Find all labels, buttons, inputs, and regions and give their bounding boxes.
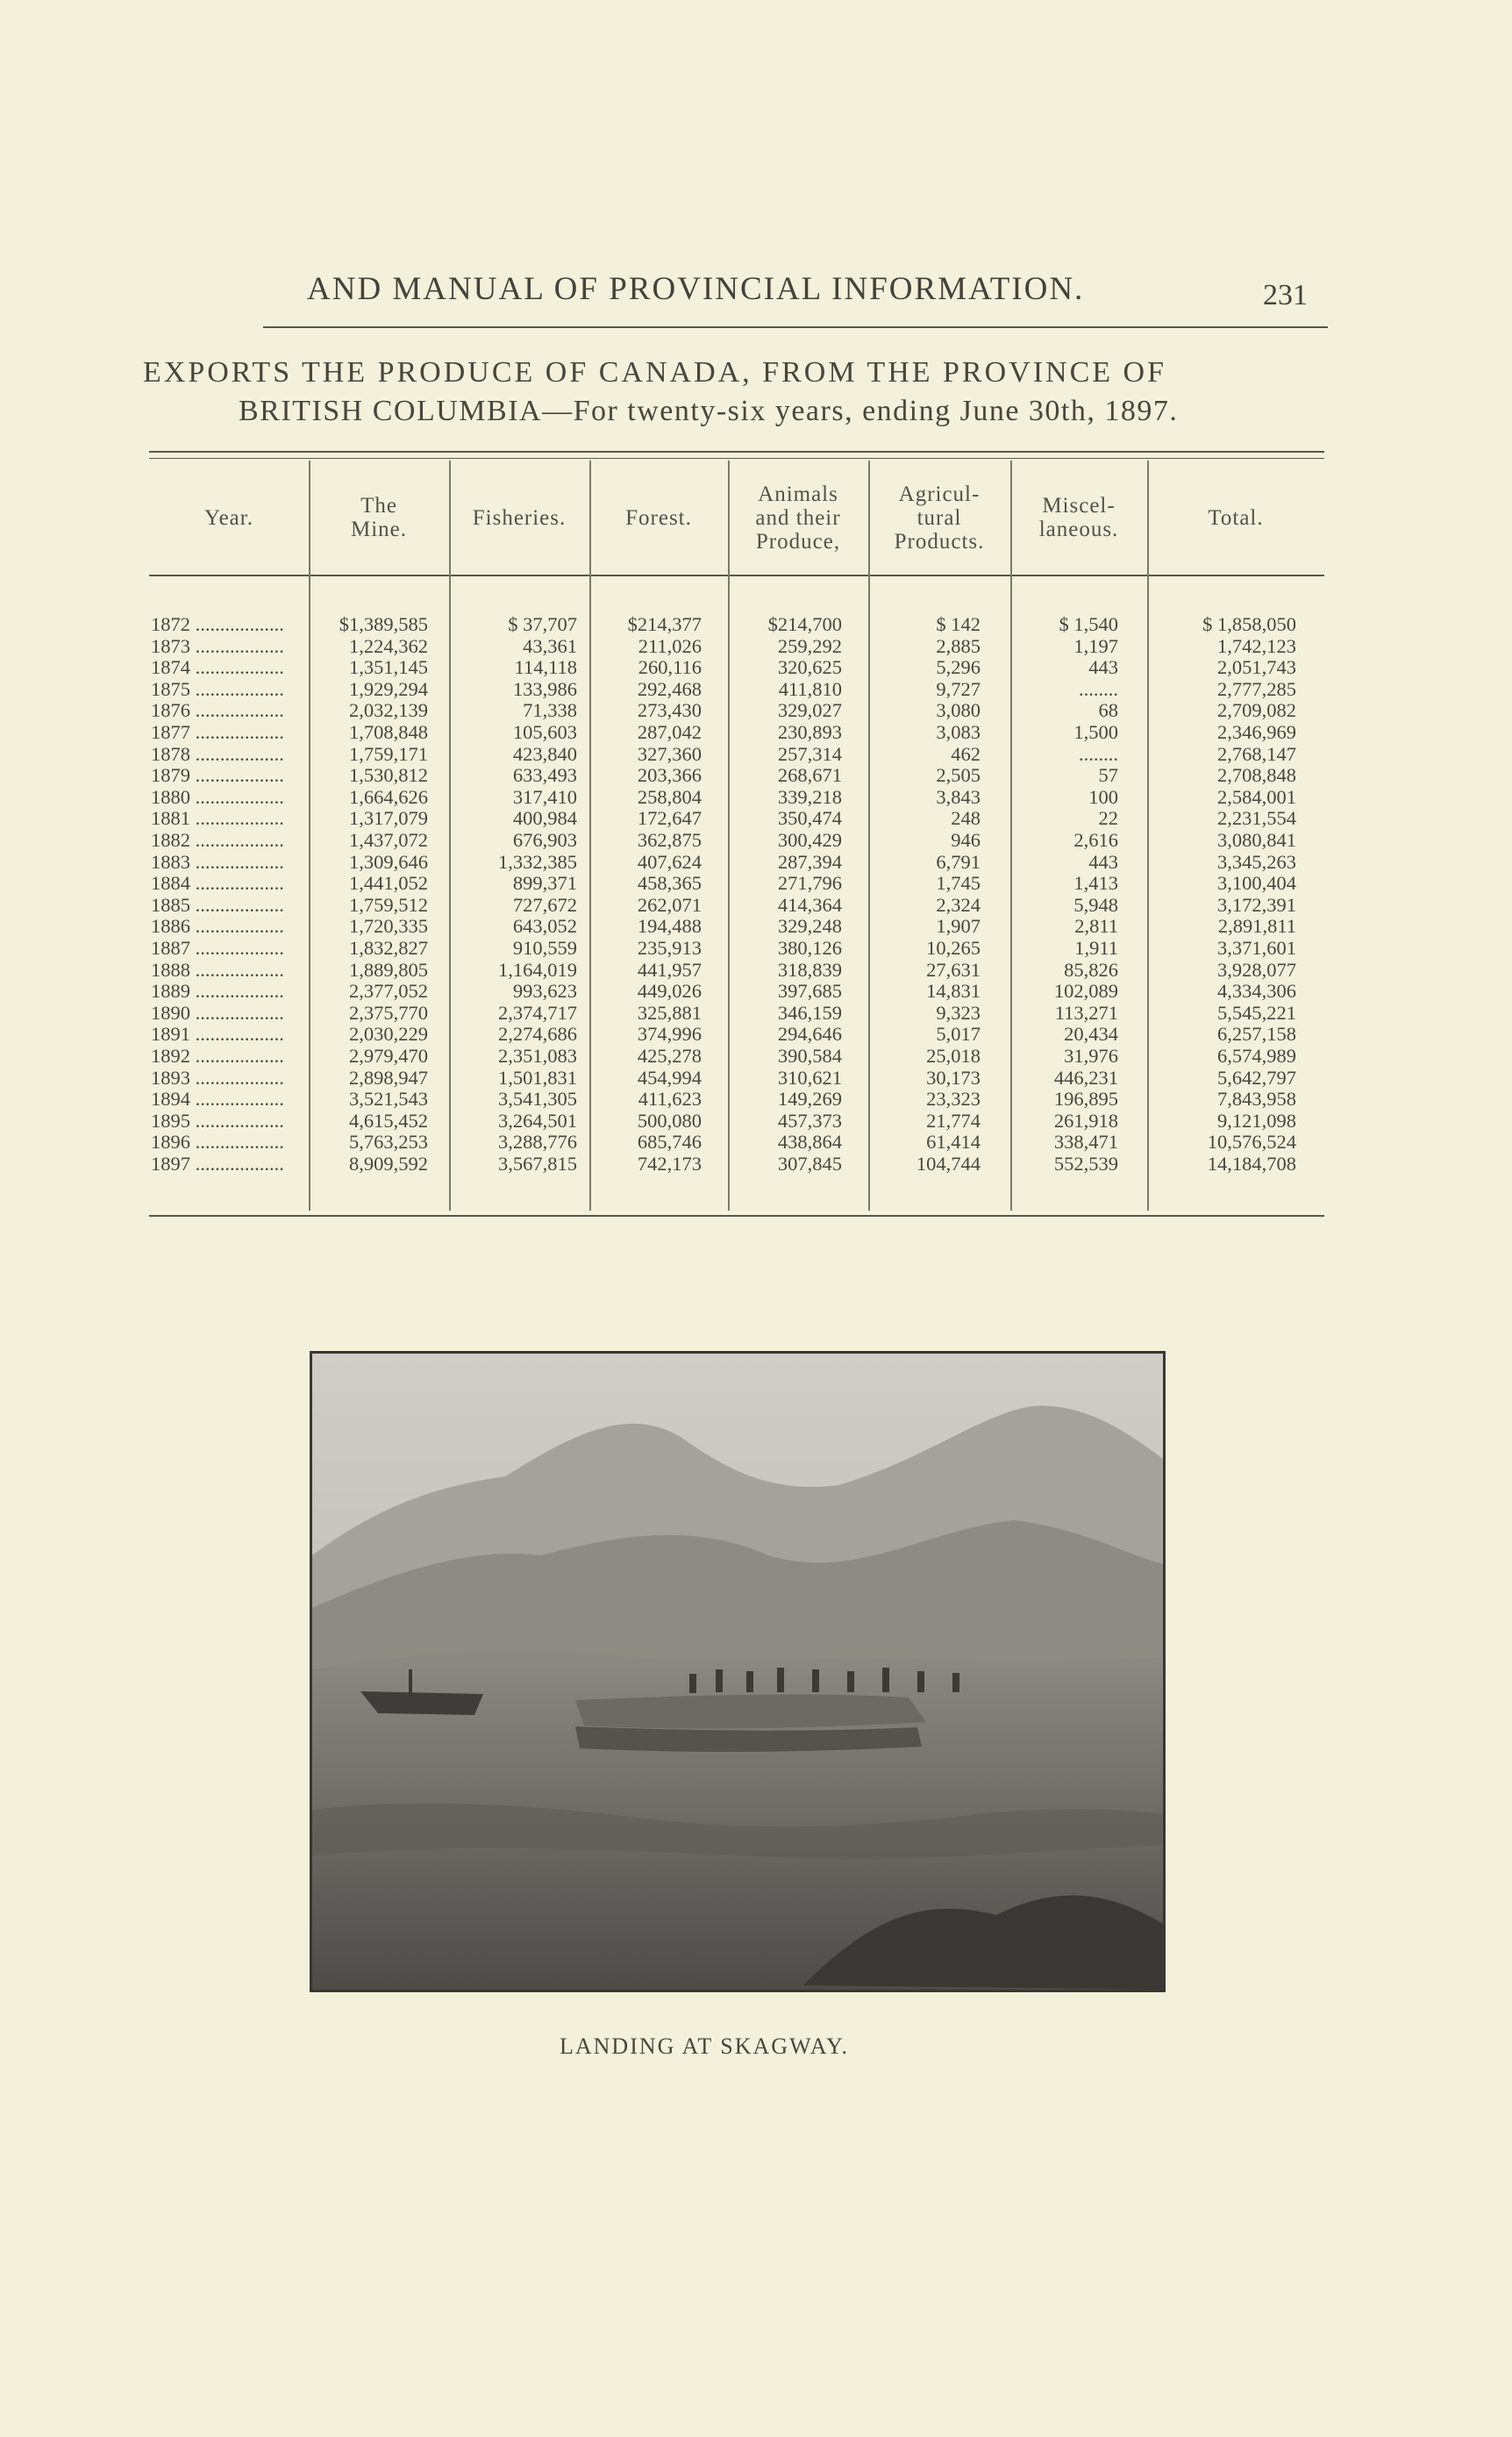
- value-cell: 8,909,592: [349, 1153, 428, 1175]
- value-cell: 2,811: [1074, 915, 1118, 938]
- column-header: Miscel- laneous.: [1038, 494, 1119, 541]
- value-cell: 1,745: [936, 872, 981, 895]
- value-cell: 1,501,831: [498, 1066, 577, 1089]
- value-cell: 10,576,524: [1207, 1131, 1296, 1154]
- value-cell: 1,907: [936, 915, 981, 938]
- value-cell: 4,334,306: [1217, 980, 1296, 1003]
- value-cell: 20,434: [1064, 1023, 1118, 1046]
- table-bottom-rule: [149, 1215, 1324, 1217]
- value-cell: 374,996: [637, 1023, 702, 1046]
- value-cell: 454,994: [637, 1066, 702, 1089]
- value-cell: 449,026: [637, 980, 702, 1003]
- value-cell: 2,584,001: [1217, 785, 1296, 808]
- value-cell: 133,986: [512, 677, 577, 700]
- value-cell: 5,545,221: [1217, 1001, 1296, 1024]
- value-cell: 2,032,139: [349, 699, 428, 722]
- value-cell: 3,345,263: [1217, 850, 1296, 873]
- value-cell: 196,895: [1053, 1088, 1118, 1111]
- year-cell: 1880 ..................: [151, 786, 284, 808]
- value-cell: 2,324: [936, 893, 981, 916]
- value-cell: 1,832,827: [349, 937, 428, 959]
- value-cell: ........: [1079, 742, 1118, 765]
- value-cell: 1,742,123: [1217, 634, 1296, 657]
- column-header: Fisheries.: [472, 505, 567, 530]
- value-cell: 2,231,554: [1217, 807, 1296, 830]
- value-cell: 100: [1088, 785, 1118, 808]
- value-cell: 6,574,989: [1217, 1045, 1296, 1067]
- value-cell: 262,071: [637, 893, 702, 916]
- value-cell: 10,265: [926, 937, 981, 959]
- year-cell: 1889 ..................: [151, 981, 284, 1003]
- value-cell: 462: [951, 742, 981, 765]
- value-cell: 230,893: [777, 721, 842, 743]
- year-cell: 1896 ..................: [151, 1132, 284, 1154]
- value-cell: 1,530,812: [349, 764, 428, 787]
- value-cell: 203,366: [637, 764, 702, 787]
- value-cell: 339,218: [777, 785, 842, 808]
- value-cell: ........: [1079, 677, 1118, 700]
- value-cell: 414,364: [777, 893, 842, 916]
- year-cell: 1872 ..................: [151, 614, 284, 635]
- value-cell: 3,172,391: [1217, 893, 1296, 916]
- value-cell: 411,810: [778, 677, 842, 700]
- value-cell: 31,976: [1064, 1045, 1118, 1067]
- value-cell: 27,631: [926, 958, 981, 981]
- value-cell: 346,159: [777, 1001, 842, 1024]
- table-title-line-1: EXPORTS THE PRODUCE OF CANADA, FROM THE PROVINCE OF: [143, 356, 1167, 389]
- value-cell: 2,898,947: [349, 1066, 428, 1089]
- value-cell: 327,360: [637, 742, 702, 765]
- year-cell: 1894 ..................: [151, 1089, 284, 1111]
- value-cell: 443: [1088, 850, 1118, 873]
- value-cell: 411,623: [638, 1088, 702, 1111]
- year-cell: 1877 ..................: [151, 722, 284, 743]
- value-cell: 362,875: [637, 829, 702, 851]
- value-cell: 441,957: [637, 958, 702, 981]
- value-cell: 3,928,077: [1217, 958, 1296, 981]
- value-cell: 310,621: [777, 1066, 842, 1089]
- value-cell: 300,429: [777, 829, 842, 851]
- landing-photo: [310, 1351, 1166, 1992]
- value-cell: 1,351,145: [349, 656, 428, 679]
- year-cell: 1875 ..................: [151, 678, 284, 700]
- value-cell: 1,309,646: [349, 850, 428, 873]
- value-cell: 5,296: [936, 656, 981, 679]
- value-cell: 1,911: [1074, 937, 1118, 959]
- value-cell: 3,567,815: [498, 1153, 577, 1175]
- value-cell: 114,118: [514, 656, 577, 679]
- value-cell: 317,410: [512, 785, 577, 808]
- value-cell: 257,314: [777, 742, 842, 765]
- value-cell: 2,374,717: [498, 1001, 577, 1024]
- year-cell: 1883 ..................: [151, 851, 284, 873]
- value-cell: 172,647: [637, 807, 702, 830]
- year-cell: 1892 ..................: [151, 1046, 284, 1067]
- value-cell: 1,224,362: [349, 634, 428, 657]
- table-top-rule-thin: [149, 458, 1324, 459]
- value-cell: 43,361: [523, 634, 577, 657]
- value-cell: 1,889,805: [349, 958, 428, 981]
- value-cell: 643,052: [512, 915, 577, 938]
- value-cell: $214,700: [767, 613, 842, 635]
- year-cell: 1887 ..................: [151, 938, 284, 959]
- value-cell: 2,768,147: [1217, 742, 1296, 765]
- value-cell: 273,430: [637, 699, 702, 722]
- value-cell: 2,708,848: [1217, 764, 1296, 787]
- value-cell: 946: [951, 829, 981, 851]
- value-cell: 1,720,335: [349, 915, 428, 938]
- year-cell: 1886 ..................: [151, 916, 284, 938]
- value-cell: 3,521,543: [349, 1088, 428, 1111]
- value-cell: 1,759,512: [349, 893, 428, 916]
- value-cell: 211,026: [638, 634, 702, 657]
- year-cell: 1888 ..................: [151, 959, 284, 981]
- value-cell: 1,664,626: [349, 785, 428, 808]
- value-cell: 685,746: [637, 1131, 702, 1154]
- value-cell: 1,332,385: [498, 850, 577, 873]
- value-cell: 14,184,708: [1207, 1153, 1296, 1175]
- value-cell: 1,413: [1073, 872, 1118, 895]
- year-cell: 1882 ..................: [151, 830, 284, 851]
- value-cell: $ 142: [936, 613, 981, 635]
- value-cell: $ 37,707: [508, 613, 577, 635]
- value-cell: 2,346,969: [1217, 721, 1296, 743]
- column-divider: [1147, 461, 1149, 1211]
- year-cell: 1890 ..................: [151, 1002, 284, 1024]
- year-cell: 1878 ..................: [151, 743, 284, 765]
- value-cell: 1,197: [1073, 634, 1118, 657]
- value-cell: 235,913: [637, 937, 702, 959]
- value-cell: 149,269: [777, 1088, 842, 1111]
- page-number: 231: [1263, 279, 1308, 311]
- year-cell: 1879 ..................: [151, 765, 284, 787]
- value-cell: 2,351,083: [498, 1045, 577, 1067]
- value-cell: 2,777,285: [1217, 677, 1296, 700]
- value-cell: 3,080,841: [1217, 829, 1296, 851]
- value-cell: 552,539: [1053, 1153, 1118, 1175]
- value-cell: 1,759,171: [349, 742, 428, 765]
- value-cell: 307,845: [777, 1153, 842, 1175]
- value-cell: 5,948: [1073, 893, 1118, 916]
- value-cell: 3,288,776: [498, 1131, 577, 1154]
- value-cell: 21,774: [926, 1109, 981, 1132]
- value-cell: 993,623: [512, 980, 577, 1003]
- value-cell: 443: [1088, 656, 1118, 679]
- value-cell: 5,017: [936, 1023, 981, 1046]
- value-cell: 338,471: [1053, 1131, 1118, 1154]
- value-cell: 5,763,253: [349, 1131, 428, 1154]
- value-cell: 910,559: [512, 937, 577, 959]
- year-cell: 1884 ..................: [151, 873, 284, 895]
- value-cell: 350,474: [777, 807, 842, 830]
- value-cell: 2,030,229: [349, 1023, 428, 1046]
- value-cell: 113,271: [1054, 1001, 1118, 1024]
- value-cell: 7,843,958: [1217, 1088, 1296, 1111]
- value-cell: 194,488: [637, 915, 702, 938]
- year-cell: 1885 ..................: [151, 894, 284, 916]
- value-cell: 325,881: [637, 1001, 702, 1024]
- value-cell: 423,840: [512, 742, 577, 765]
- value-cell: 3,264,501: [498, 1109, 577, 1132]
- value-cell: 9,121,098: [1217, 1109, 1296, 1132]
- value-cell: 2,274,686: [498, 1023, 577, 1046]
- table-top-rule: [149, 451, 1324, 453]
- value-cell: 500,080: [637, 1109, 702, 1132]
- value-cell: 292,468: [637, 677, 702, 700]
- year-cell: 1874 ..................: [151, 657, 284, 679]
- value-cell: 446,231: [1053, 1066, 1118, 1089]
- value-cell: 3,080: [936, 699, 981, 722]
- column-header: Year.: [204, 505, 253, 530]
- value-cell: 61,414: [926, 1131, 981, 1154]
- value-cell: 1,500: [1073, 721, 1118, 743]
- year-cell: 1881 ..................: [151, 808, 284, 830]
- value-cell: $214,377: [627, 613, 702, 635]
- value-cell: 1,708,848: [349, 721, 428, 743]
- value-cell: 425,278: [637, 1045, 702, 1067]
- value-cell: 3,100,404: [1217, 872, 1296, 895]
- value-cell: 2,375,770: [349, 1001, 428, 1024]
- value-cell: 1,441,052: [349, 872, 428, 895]
- value-cell: 3,371,601: [1217, 937, 1296, 959]
- header-rule: [263, 326, 1328, 328]
- value-cell: 57: [1098, 764, 1118, 787]
- value-cell: 85,826: [1064, 958, 1118, 981]
- year-cell: 1895 ..................: [151, 1110, 284, 1132]
- value-cell: 68: [1098, 699, 1118, 722]
- value-cell: $ 1,858,050: [1202, 613, 1296, 635]
- value-cell: 2,616: [1073, 829, 1118, 851]
- year-cell: 1893 ..................: [151, 1067, 284, 1089]
- value-cell: 458,365: [637, 872, 702, 895]
- column-header: Total.: [1208, 505, 1264, 530]
- value-cell: 899,371: [512, 872, 577, 895]
- value-cell: 318,839: [777, 958, 842, 981]
- value-cell: 1,164,019: [498, 958, 577, 981]
- value-cell: 287,394: [777, 850, 842, 873]
- table-title-line-2: BRITISH COLUMBIA—For twenty-six years, ending June 30th, 1897.: [239, 395, 1179, 427]
- value-cell: 287,042: [637, 721, 702, 743]
- value-cell: 2,979,470: [349, 1045, 428, 1067]
- value-cell: 407,624: [637, 850, 702, 873]
- column-header: Animals and their Produce,: [755, 482, 841, 554]
- value-cell: 1,317,079: [349, 807, 428, 830]
- value-cell: 2,885: [936, 634, 981, 657]
- value-cell: 30,173: [926, 1066, 981, 1089]
- value-cell: 6,791: [936, 850, 981, 873]
- value-cell: 329,248: [777, 915, 842, 938]
- value-cell: 457,373: [777, 1109, 842, 1132]
- value-cell: 23,323: [926, 1088, 981, 1111]
- value-cell: 3,541,305: [498, 1088, 577, 1111]
- value-cell: $ 1,540: [1059, 613, 1118, 635]
- value-cell: 633,493: [512, 764, 577, 787]
- value-cell: 259,292: [777, 634, 842, 657]
- value-cell: 260,116: [638, 656, 702, 679]
- value-cell: 390,584: [777, 1045, 842, 1067]
- year-cell: 1891 ..................: [151, 1024, 284, 1046]
- value-cell: 261,918: [1053, 1109, 1118, 1132]
- value-cell: $1,389,585: [339, 613, 428, 635]
- value-cell: 400,984: [512, 807, 577, 830]
- value-cell: 727,672: [512, 893, 577, 916]
- value-cell: 2,709,082: [1217, 699, 1296, 722]
- column-header: Forest.: [625, 505, 692, 530]
- value-cell: 5,642,797: [1217, 1066, 1296, 1089]
- running-head: AND MANUAL OF PROVINCIAL INFORMATION.: [307, 271, 1085, 307]
- value-cell: 294,646: [777, 1023, 842, 1046]
- year-cell: 1873 ..................: [151, 635, 284, 657]
- value-cell: 438,864: [777, 1131, 842, 1154]
- value-cell: 268,671: [777, 764, 842, 787]
- value-cell: 104,744: [916, 1153, 981, 1175]
- value-cell: 25,018: [926, 1045, 981, 1067]
- value-cell: 2,505: [936, 764, 981, 787]
- value-cell: 2,051,743: [1217, 656, 1296, 679]
- value-cell: 320,625: [777, 656, 842, 679]
- value-cell: 14,831: [926, 980, 981, 1003]
- value-cell: 258,804: [637, 785, 702, 808]
- value-cell: 742,173: [637, 1153, 702, 1175]
- value-cell: 9,323: [936, 1001, 981, 1024]
- value-cell: 9,727: [936, 677, 981, 700]
- value-cell: 329,027: [777, 699, 842, 722]
- value-cell: 105,603: [512, 721, 577, 743]
- value-cell: 6,257,158: [1217, 1023, 1296, 1046]
- landing-photo-image: [312, 1354, 1163, 1990]
- value-cell: 71,338: [523, 699, 577, 722]
- column-header: Agricul- tural Products.: [894, 482, 985, 554]
- value-cell: 2,377,052: [349, 980, 428, 1003]
- value-cell: 380,126: [777, 937, 842, 959]
- photo-caption: LANDING AT SKAGWAY.: [560, 2033, 850, 2059]
- column-header: The Mine.: [350, 494, 408, 541]
- value-cell: 1,437,072: [349, 829, 428, 851]
- value-cell: 3,843: [936, 785, 981, 808]
- year-cell: 1897 ..................: [151, 1154, 284, 1175]
- value-cell: 1,929,294: [349, 677, 428, 700]
- value-cell: 4,615,452: [349, 1109, 428, 1132]
- year-cell: 1876 ..................: [151, 700, 284, 722]
- value-cell: 271,796: [777, 872, 842, 895]
- value-cell: 676,903: [512, 829, 577, 851]
- value-cell: 248: [951, 807, 981, 830]
- value-cell: 397,685: [777, 980, 842, 1003]
- value-cell: 102,089: [1053, 980, 1118, 1003]
- value-cell: 3,083: [936, 721, 981, 743]
- value-cell: 22: [1098, 807, 1118, 830]
- value-cell: 2,891,811: [1217, 915, 1296, 938]
